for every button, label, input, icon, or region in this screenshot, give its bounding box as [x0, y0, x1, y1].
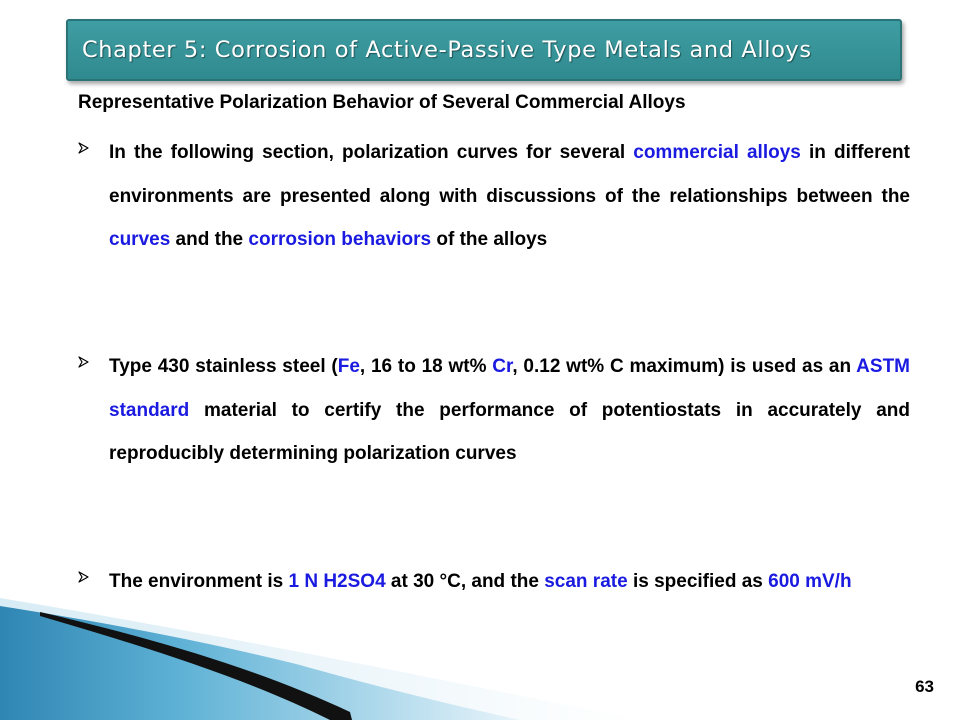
bullet-2-highlight-astm-standard: ASTM standard: [109, 356, 910, 421]
bullet-item: [78, 345, 910, 476]
wave-black-stripe: [40, 612, 352, 720]
arrow-bullet-icon: [78, 560, 100, 593]
bullet-1-text: and the: [170, 229, 249, 251]
bullet-item: [78, 560, 910, 604]
bullet-1-text: In the following section, polarization curves for several: [109, 142, 634, 163]
bullet-2-text: Type 430 stainless steel (: [109, 356, 338, 377]
bullet-3-text: is specified as: [627, 571, 769, 592]
arrow-bullet-icon: [78, 345, 100, 378]
bullet-2-highlight-fe: Fe: [337, 356, 360, 377]
bullet-1-text: of the alloys: [431, 229, 548, 251]
bullet-text: [109, 560, 910, 604]
bullet-3-highlight-scan-rate: scan rate: [544, 571, 628, 592]
bullet-1-text: in different environments are presented along with discussions of the relationships between the: [109, 142, 910, 207]
title-bar: [66, 19, 902, 81]
bullet-3-text: The environment is: [109, 571, 289, 592]
arrow-bullet-icon: [78, 131, 100, 164]
bullet-2-text: , 16 to 18 wt%: [359, 356, 493, 377]
wave-blue-band: [0, 606, 520, 720]
slide-title: Chapter 5: Corrosion of Active-Passive Type Metals and Alloys: [82, 37, 812, 63]
section-subtitle: Representative Polarization Behavior of Several Commercial Alloys: [78, 92, 686, 113]
bullet-text: [109, 131, 910, 262]
bullet-1-highlight-corrosion-behaviors: corrosion behaviors: [248, 229, 432, 251]
wave-light-band: [0, 598, 640, 720]
page-number: 63: [915, 677, 934, 696]
bullet-3-highlight-600-mvh: 600 mV/h: [768, 571, 852, 592]
bullet-item: [78, 131, 910, 262]
bullet-3-text: at 30 °C, and the: [385, 571, 545, 592]
bullet-2-text: , 0.12 wt% C maximum) is used as an: [512, 356, 857, 377]
bullet-1-highlight-commercial-alloys: commercial alloys: [633, 142, 801, 163]
bullet-3-highlight-1n-h2so4: 1 N H2SO4: [288, 571, 386, 592]
bullet-2-text: material to certify the performance of potentiostats in accurately and reproducibly determining polarization curves: [109, 399, 910, 465]
bullet-2-highlight-cr: Cr: [492, 356, 513, 377]
bullet-text: [109, 345, 910, 476]
bullet-1-highlight-curves: curves: [109, 229, 171, 251]
